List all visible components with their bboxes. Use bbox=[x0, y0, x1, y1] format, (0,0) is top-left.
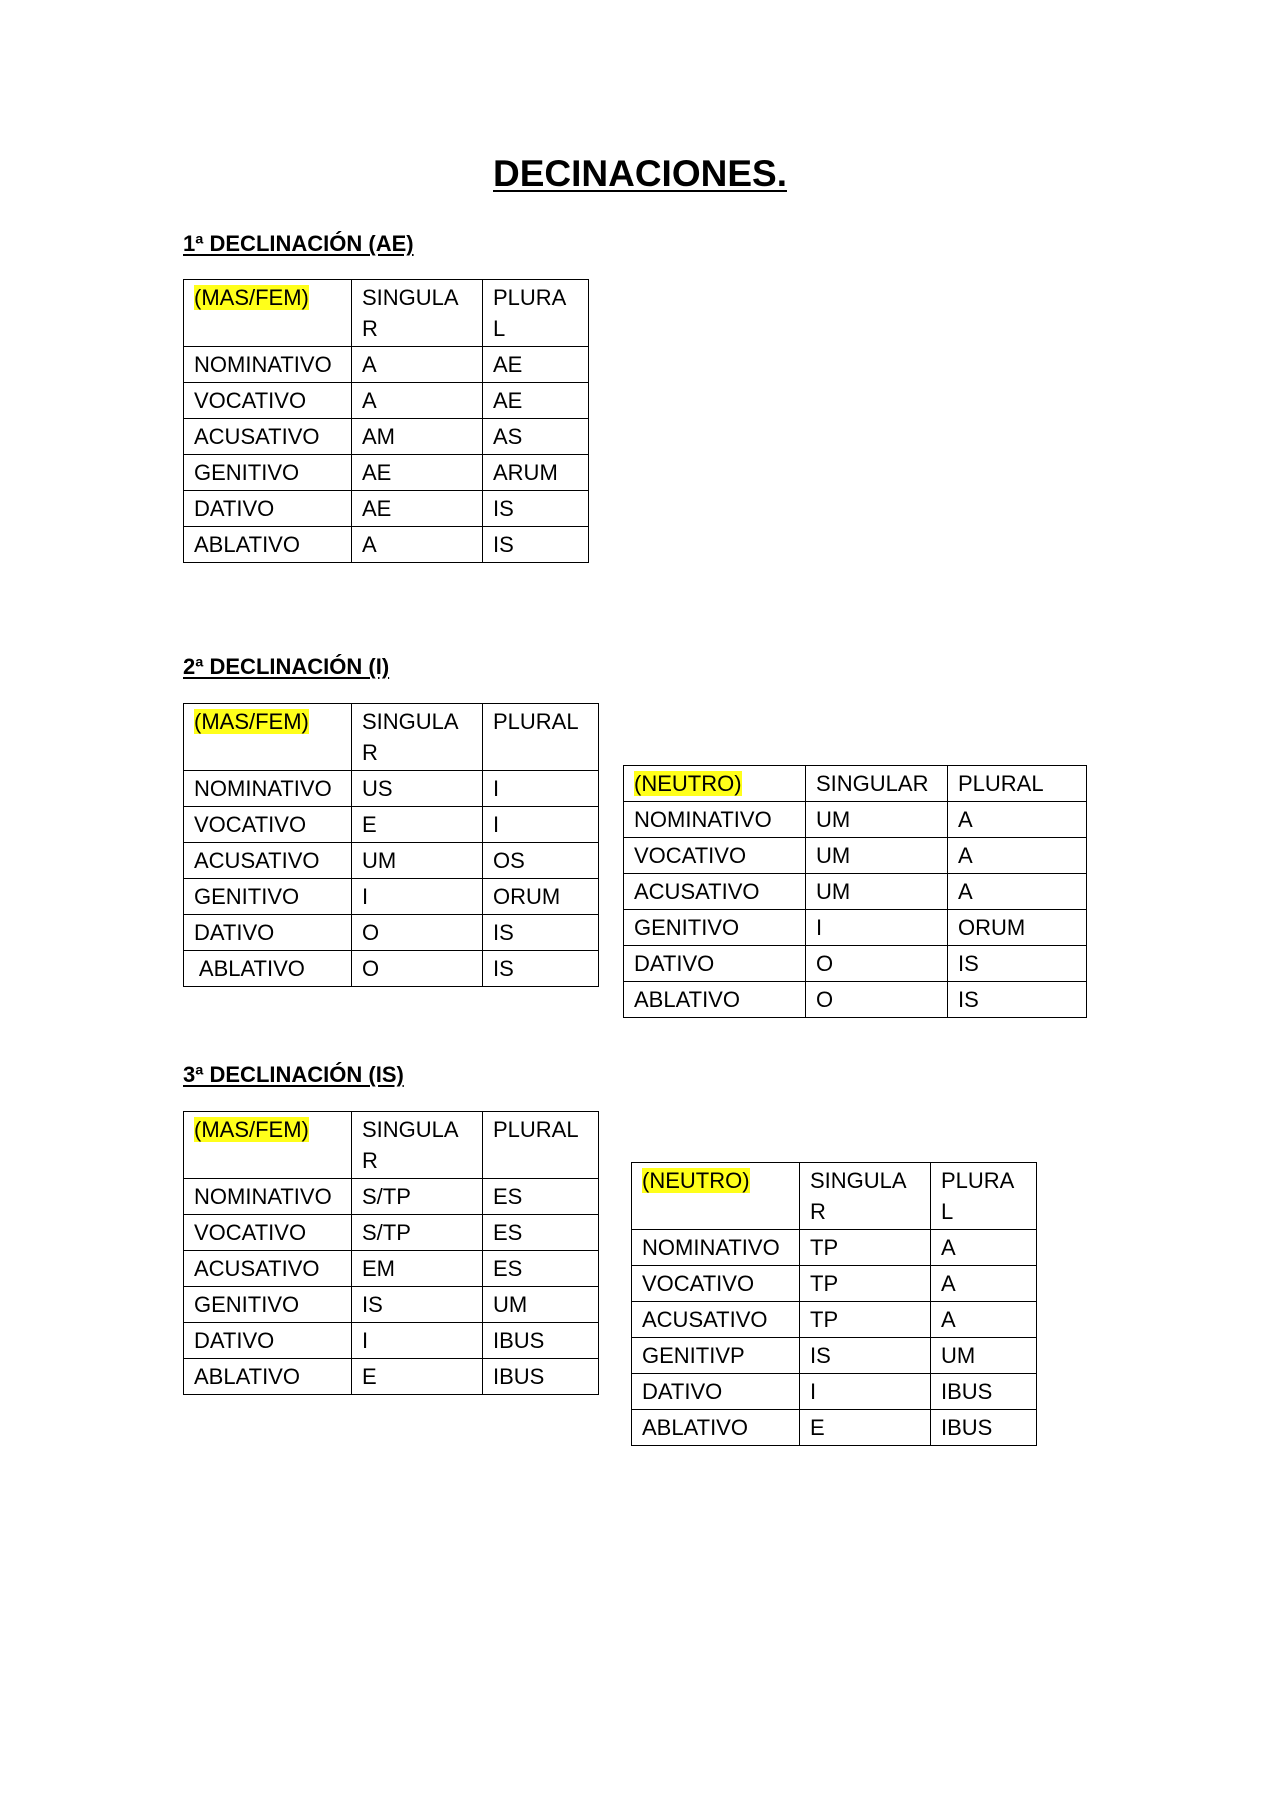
case-cell: ACUSATIVO bbox=[184, 843, 352, 879]
table-row bbox=[184, 383, 589, 419]
gender-header-cell: (NEUTRO) bbox=[632, 1163, 800, 1230]
plural-header-cell: PLURAL bbox=[931, 1163, 1037, 1230]
singular-cell: E bbox=[352, 807, 483, 843]
table-header-row bbox=[184, 1112, 599, 1179]
singular-cell: I bbox=[352, 879, 483, 915]
plural-cell: UM bbox=[931, 1338, 1037, 1374]
case-cell: GENITIVO bbox=[624, 910, 806, 946]
plural-cell: A bbox=[931, 1302, 1037, 1338]
table-row bbox=[184, 1287, 599, 1323]
plural-cell: A bbox=[948, 874, 1087, 910]
gender-header-cell: (MAS/FEM) bbox=[184, 1112, 352, 1179]
case-cell: NOMINATIVO bbox=[632, 1230, 800, 1266]
table-row bbox=[632, 1266, 1037, 1302]
table-row bbox=[184, 843, 599, 879]
gender-header-cell: (MAS/FEM) bbox=[184, 280, 352, 347]
table-row bbox=[632, 1230, 1037, 1266]
singular-header-cell: SINGULAR bbox=[352, 704, 483, 771]
plural-header-cell: PLURAL bbox=[483, 704, 599, 771]
table-row bbox=[184, 491, 589, 527]
plural-cell: IS bbox=[483, 915, 599, 951]
case-cell: ABLATIVO bbox=[632, 1410, 800, 1446]
plural-cell: ORUM bbox=[948, 910, 1087, 946]
declension-table-2-masfem bbox=[183, 703, 599, 987]
case-cell: GENITIVO bbox=[184, 1287, 352, 1323]
table-row bbox=[632, 1374, 1037, 1410]
case-cell: ACUSATIVO bbox=[184, 1251, 352, 1287]
plural-header-cell: PLURAL bbox=[483, 1112, 599, 1179]
table-row bbox=[184, 1215, 599, 1251]
case-cell: NOMINATIVO bbox=[184, 347, 352, 383]
table-row bbox=[624, 982, 1087, 1018]
case-cell: NOMINATIVO bbox=[184, 771, 352, 807]
table-row bbox=[632, 1302, 1037, 1338]
singular-cell: AM bbox=[352, 419, 483, 455]
case-cell: VOCATIVO bbox=[632, 1266, 800, 1302]
plural-cell: IS bbox=[483, 951, 599, 987]
singular-cell: UM bbox=[806, 802, 948, 838]
table-row bbox=[184, 347, 589, 383]
case-cell: GENITIVO bbox=[184, 879, 352, 915]
plural-cell: AE bbox=[483, 347, 589, 383]
singular-cell: A bbox=[352, 347, 483, 383]
plural-cell: ARUM bbox=[483, 455, 589, 491]
table-row bbox=[632, 1338, 1037, 1374]
case-cell: DATIVO bbox=[632, 1374, 800, 1410]
plural-cell: ES bbox=[483, 1179, 599, 1215]
singular-cell: IS bbox=[352, 1287, 483, 1323]
table-row bbox=[184, 951, 599, 987]
singular-cell: I bbox=[800, 1374, 931, 1410]
case-cell: VOCATIVO bbox=[184, 1215, 352, 1251]
singular-cell: O bbox=[806, 946, 948, 982]
table-row bbox=[184, 915, 599, 951]
singular-cell: O bbox=[352, 951, 483, 987]
singular-cell: A bbox=[352, 383, 483, 419]
singular-cell: US bbox=[352, 771, 483, 807]
table-row bbox=[184, 527, 589, 563]
plural-cell: A bbox=[931, 1266, 1037, 1302]
plural-cell: A bbox=[948, 838, 1087, 874]
page-title: DECINACIONES. bbox=[493, 153, 787, 194]
declension-table-3-masfem bbox=[183, 1111, 599, 1395]
case-cell: VOCATIVO bbox=[184, 807, 352, 843]
singular-cell: O bbox=[352, 915, 483, 951]
case-cell: ABLATIVO bbox=[184, 1359, 352, 1395]
plural-cell: UM bbox=[483, 1287, 599, 1323]
singular-cell: TP bbox=[800, 1302, 931, 1338]
plural-cell: I bbox=[483, 807, 599, 843]
singular-cell: E bbox=[800, 1410, 931, 1446]
case-cell: DATIVO bbox=[184, 915, 352, 951]
case-cell: ABLATIVO bbox=[184, 527, 352, 563]
table-header-row bbox=[184, 704, 599, 771]
section-heading-1: 1ª DECLINACIÓN (AE) bbox=[183, 231, 414, 256]
plural-cell: IS bbox=[948, 982, 1087, 1018]
table-row bbox=[184, 1359, 599, 1395]
case-cell: ACUSATIVO bbox=[624, 874, 806, 910]
table-row bbox=[184, 1323, 599, 1359]
case-cell: ABLATIVO bbox=[624, 982, 806, 1018]
singular-header-cell: SINGULAR bbox=[800, 1163, 931, 1230]
table-header-row bbox=[632, 1163, 1037, 1230]
table-row bbox=[184, 1251, 599, 1287]
plural-cell: ORUM bbox=[483, 879, 599, 915]
plural-cell: AE bbox=[483, 383, 589, 419]
singular-cell: TP bbox=[800, 1266, 931, 1302]
plural-cell: IBUS bbox=[931, 1410, 1037, 1446]
plural-cell: AS bbox=[483, 419, 589, 455]
plural-cell: I bbox=[483, 771, 599, 807]
plural-cell: IS bbox=[483, 527, 589, 563]
table-header-row bbox=[624, 766, 1087, 802]
singular-cell: E bbox=[352, 1359, 483, 1395]
singular-cell: I bbox=[352, 1323, 483, 1359]
case-cell: VOCATIVO bbox=[184, 383, 352, 419]
declension-table-3-neutro bbox=[631, 1162, 1037, 1446]
plural-cell: IS bbox=[948, 946, 1087, 982]
case-cell: NOMINATIVO bbox=[624, 802, 806, 838]
plural-cell: ES bbox=[483, 1215, 599, 1251]
table-row bbox=[624, 838, 1087, 874]
gender-header-cell: (MAS/FEM) bbox=[184, 704, 352, 771]
singular-cell: IS bbox=[800, 1338, 931, 1374]
plural-cell: A bbox=[931, 1230, 1037, 1266]
case-cell: GENITIVO bbox=[184, 455, 352, 491]
case-cell: DATIVO bbox=[624, 946, 806, 982]
singular-cell: A bbox=[352, 527, 483, 563]
table-row bbox=[624, 946, 1087, 982]
table-row bbox=[624, 910, 1087, 946]
plural-cell: IBUS bbox=[483, 1323, 599, 1359]
plural-cell: IBUS bbox=[483, 1359, 599, 1395]
singular-cell: S/TP bbox=[352, 1179, 483, 1215]
case-cell: GENITIVP bbox=[632, 1338, 800, 1374]
singular-cell: AE bbox=[352, 455, 483, 491]
singular-cell: UM bbox=[806, 874, 948, 910]
case-cell: DATIVO bbox=[184, 1323, 352, 1359]
table-header-row bbox=[184, 280, 589, 347]
table-row bbox=[632, 1410, 1037, 1446]
declension-table-2-neutro bbox=[623, 765, 1087, 1018]
section-heading-2: 2ª DECLINACIÓN (I) bbox=[183, 654, 390, 679]
case-cell: ABLATIVO bbox=[184, 951, 352, 987]
table-row bbox=[184, 1179, 599, 1215]
singular-cell: I bbox=[806, 910, 948, 946]
table-row bbox=[184, 419, 589, 455]
table-row bbox=[184, 879, 599, 915]
singular-cell: O bbox=[806, 982, 948, 1018]
plural-cell: OS bbox=[483, 843, 599, 879]
table-row bbox=[184, 807, 599, 843]
section-heading-3: 3ª DECLINACIÓN (IS) bbox=[183, 1062, 404, 1087]
singular-cell: UM bbox=[352, 843, 483, 879]
case-cell: ACUSATIVO bbox=[184, 419, 352, 455]
case-cell: NOMINATIVO bbox=[184, 1179, 352, 1215]
singular-cell: UM bbox=[806, 838, 948, 874]
case-cell: DATIVO bbox=[184, 491, 352, 527]
plural-cell: IBUS bbox=[931, 1374, 1037, 1410]
singular-cell: TP bbox=[800, 1230, 931, 1266]
plural-header-cell: PLURAL bbox=[483, 280, 589, 347]
case-cell: ACUSATIVO bbox=[632, 1302, 800, 1338]
singular-cell: EM bbox=[352, 1251, 483, 1287]
declension-table-1-masfem bbox=[183, 279, 589, 563]
table-row bbox=[624, 874, 1087, 910]
table-row bbox=[184, 771, 599, 807]
plural-cell: A bbox=[948, 802, 1087, 838]
gender-header-cell: (NEUTRO) bbox=[624, 766, 806, 802]
plural-cell: ES bbox=[483, 1251, 599, 1287]
singular-header-cell: SINGULAR bbox=[352, 280, 483, 347]
plural-cell: IS bbox=[483, 491, 589, 527]
singular-cell: S/TP bbox=[352, 1215, 483, 1251]
plural-header-cell: PLURAL bbox=[948, 766, 1087, 802]
table-row bbox=[624, 802, 1087, 838]
case-cell: VOCATIVO bbox=[624, 838, 806, 874]
singular-header-cell: SINGULAR bbox=[806, 766, 948, 802]
singular-cell: AE bbox=[352, 491, 483, 527]
table-row bbox=[184, 455, 589, 491]
singular-header-cell: SINGULAR bbox=[352, 1112, 483, 1179]
